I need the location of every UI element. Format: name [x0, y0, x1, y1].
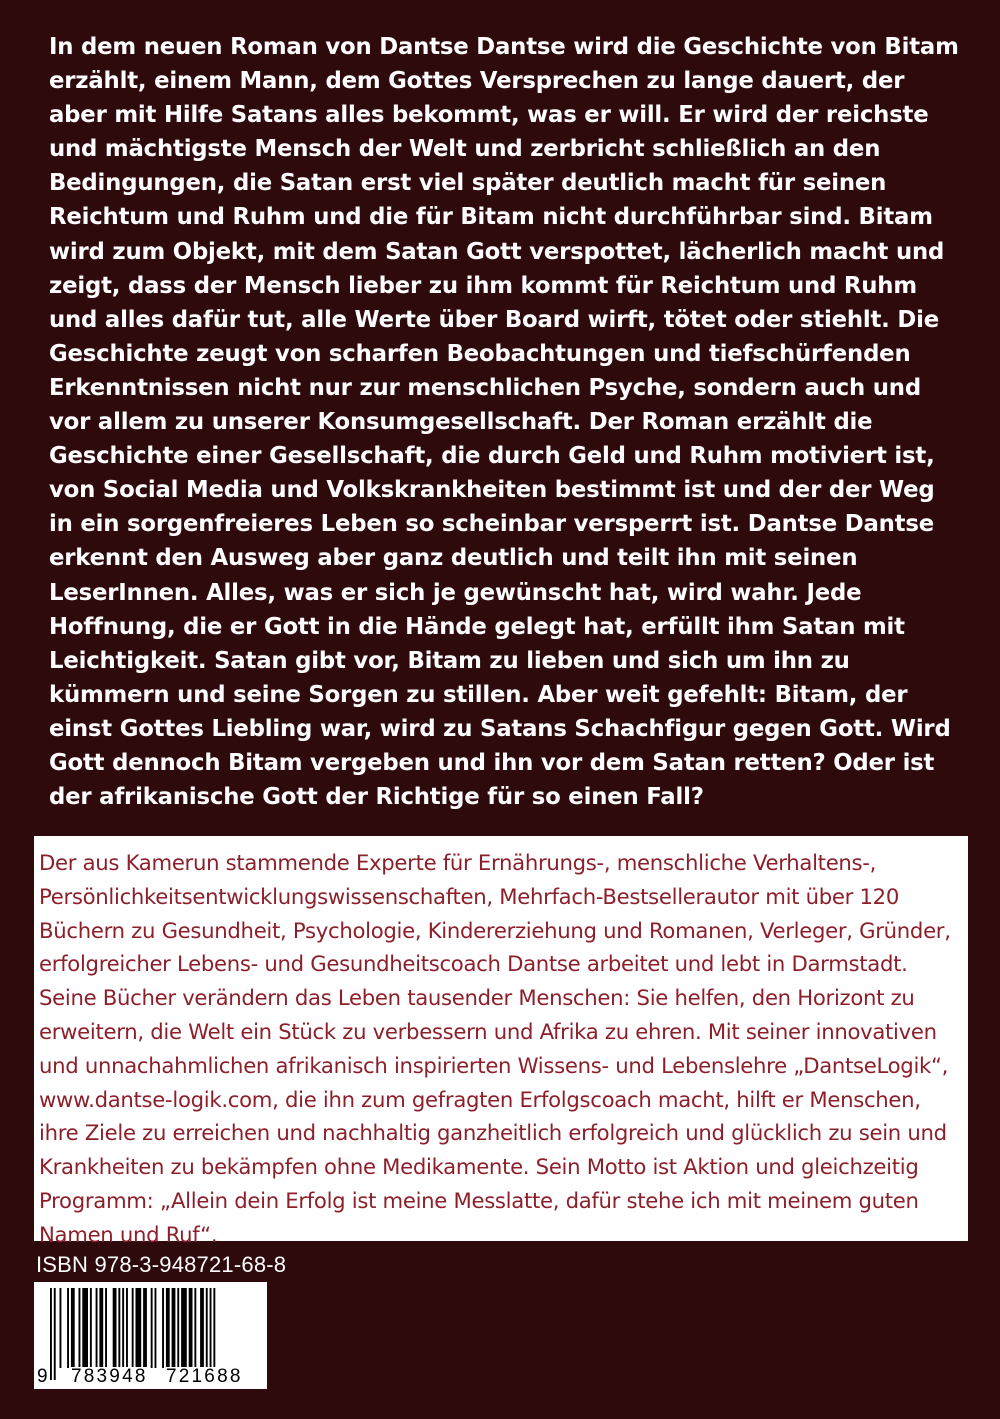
- barcode-bar: [200, 1288, 204, 1368]
- barcode-bar: [96, 1288, 98, 1368]
- barcode-bar: [79, 1288, 81, 1368]
- barcode-bar: [50, 1288, 52, 1380]
- back-cover-blurb: In dem neuen Roman von Dantse Dantse wird die Geschichte von Bitam erzählt, einem Mann, dem Gottes Versprechen zu lange dauert, der aber mit Hilfe Satans alles bekommt, was er will. Er wird der reichste und mächtigste Mensch der Welt und zerbricht schließlich an den Bedingungen, die Satan erst viel später deutlich macht für seinen Reichtum und Ruhm und die für Bitam nicht durchführbar sind. Bitam wird zum Objekt, mit dem Satan Gott verspottet, lächerlich macht und zeigt, dass der Mensch lieber zu ihm kommt für Reichtum und Ruhm und alles dafür tut, alle Werte über Board wirft, tötet oder stiehlt. Die Geschichte zeugt von scharfen Beobachtungen und tiefschürfenden Erkenntnissen nicht nur zur menschlichen Psyche, sondern auch und vor allem zu unserer Konsumgesellschaft. Der Roman erzählt die Geschichte einer Gesellschaft, die durch Geld und Ruhm motiviert ist, von Social Media und Volkskrankheiten bestimmt ist und der der Weg in ein sorgenfreieres Leben so scheinbar versperrt ist. Dantse Dantse erkennt den Ausweg aber ganz deutlich und teilt ihn mit seinen LeserInnen. Alles, was er sich je gewünscht hat, wird wahr. Jede Hoffnung, die er Gott in die Hände gelegt hat, erfüllt ihm Satan mit Leichtigkeit. Satan gibt vor, Bitam zu lieben und sich um ihn zu kümmern und seine Sorgen zu stillen. Aber weit gefehlt: Bitam, der einst Gottes Liebling war, wird zu Satans Schachfigur gegen Gott. Wird Gott dennoch Bitam vergeben und ihn vor dem Satan retten? Oder ist der afrikanische Gott der Richtige für so einen Fall?: [49, 34, 959, 811]
- isbn-label: ISBN 978-3-948721-68-8: [36, 1252, 287, 1277]
- barcode-bar: [151, 1288, 153, 1368]
- barcode-bar: [162, 1288, 164, 1368]
- barcode-bar: [166, 1288, 170, 1368]
- barcode-bar: [194, 1288, 196, 1368]
- barcode-bar: [206, 1288, 208, 1368]
- barcode-bar: [105, 1288, 107, 1368]
- barcode-digit-first: 9: [37, 1366, 48, 1387]
- barcode-bar: [172, 1288, 176, 1368]
- author-bio-box: [34, 836, 968, 1247]
- barcode-bar: [118, 1288, 120, 1368]
- barcode-bar: [67, 1288, 69, 1368]
- barcode-digits-left: 783948: [71, 1366, 148, 1387]
- barcode-bar: [189, 1288, 193, 1368]
- author-bio-text: Der aus Kamerun stammende Experte für Ernährungs-, menschliche Verhaltens-, Persönlichkeitsentwicklungswissenschaften, Mehrfach-Bestsellerautor mit über 120 Büchern zu Gesundheit, Psychologie, Kindererziehung und Romanen, Verleger, Gründer, erfolgreicher Lebens- und Gesundheitscoach Dantse arbeitet und lebt in Darmstadt. Seine Bücher verändern das Leben tausender Menschen: Sie helfen, den Horizont zu erweitern, die Welt ein Stück zu verbessern und Afrika zu ehren. Mit seiner innovativen und unnachahmlichen afrikanisch inspirierten Wissens- und Lebenslehre „DantseLogik“, www.dantse-logik.com, die ihn zum gefragten Erfolgscoach macht, hilft er Menschen, ihre Ziele zu erreichen und nachhaltig ganzheitlich erfolgreich und glücklich zu sein und Krankheiten zu bekämpfen ohne Medikamente. Sein Motto ist Aktion und gleichzeitig Programm: „Allein dein Erfolg ist meine Messlatte, dafür stehe ich mit meinem guten Namen und Ruf“.: [39, 850, 951, 1247]
- barcode-bar: [90, 1288, 92, 1368]
- barcode-bar: [82, 1288, 88, 1368]
- barcode-digits-right: 721688: [166, 1366, 243, 1387]
- barcode-bar: [113, 1288, 117, 1368]
- barcode-bar: [143, 1288, 147, 1368]
- barcode-bar: [71, 1288, 75, 1368]
- barcode-bar: [155, 1288, 157, 1368]
- barcode-bar: [177, 1288, 179, 1368]
- barcode-bar: [99, 1288, 103, 1368]
- barcode-bar: [122, 1288, 124, 1368]
- barcode-bar: [60, 1288, 62, 1368]
- barcode-bar: [54, 1288, 56, 1380]
- barcode: [34, 1282, 267, 1389]
- barcode-bar: [181, 1288, 187, 1368]
